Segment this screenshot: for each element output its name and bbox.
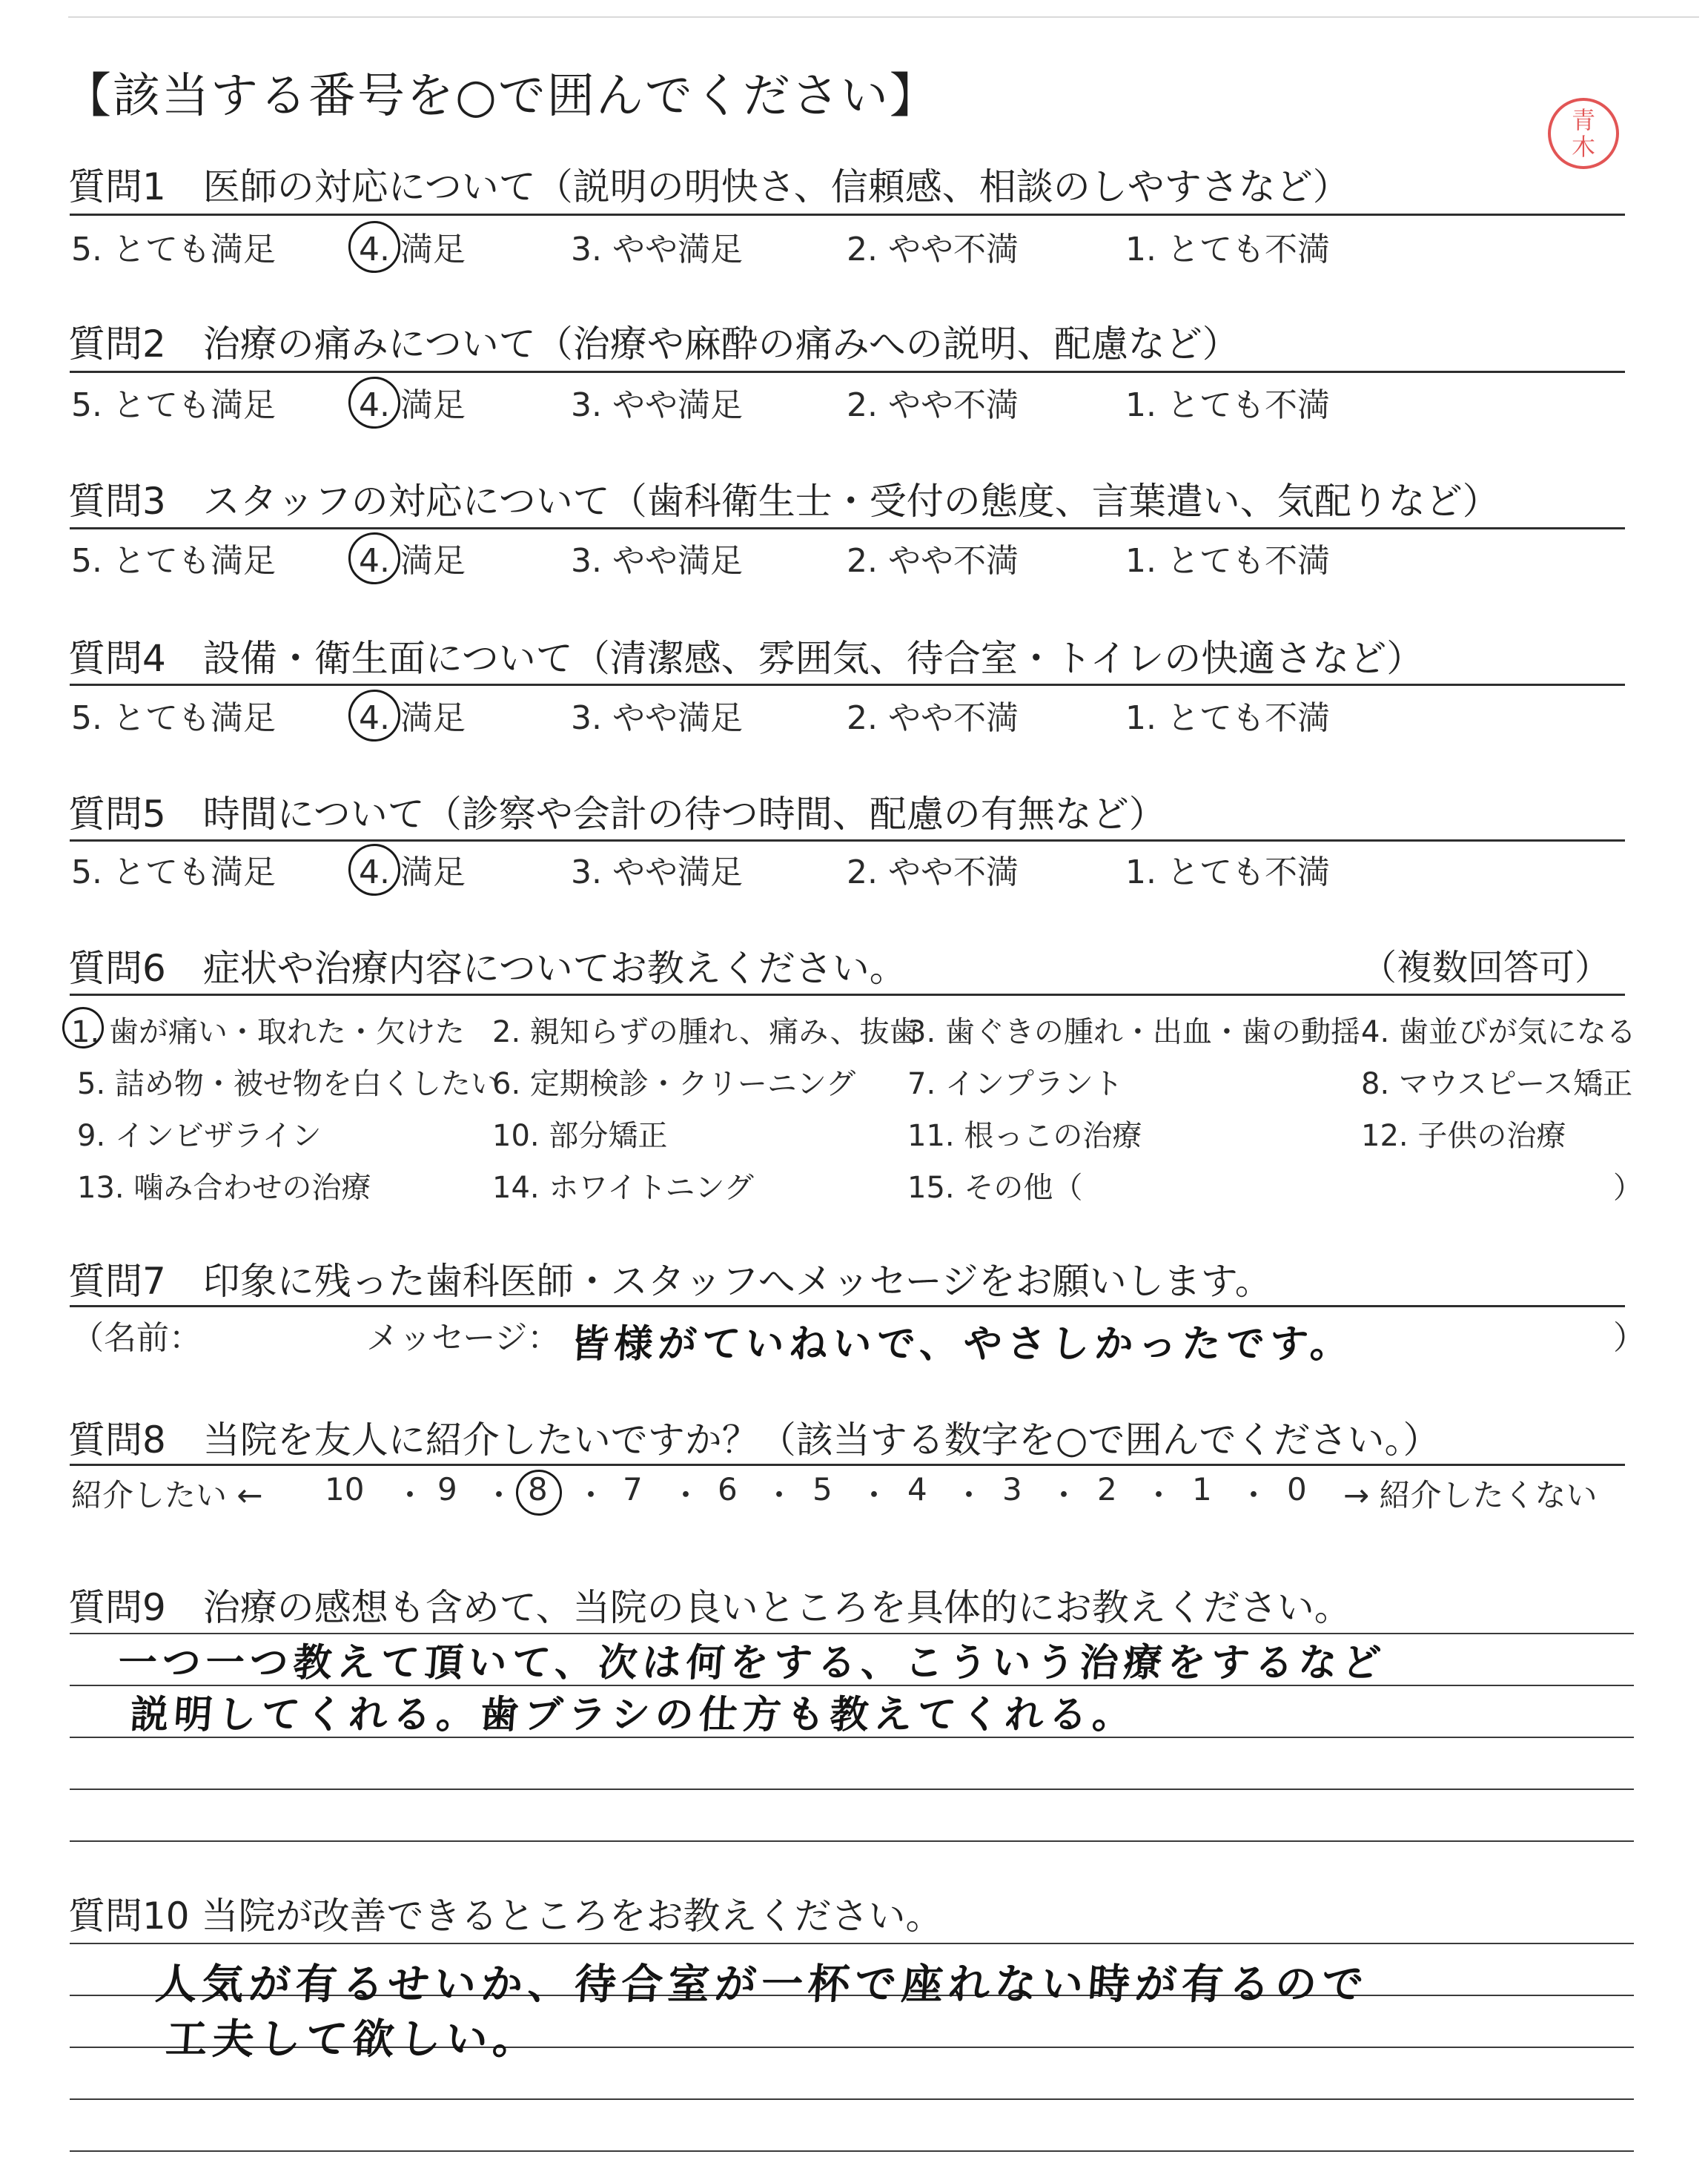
question-heading: 質問10 当院が改善できるところをお教えください。 — [68, 1895, 943, 1938]
option-2[interactable]: 2. やや不満 — [847, 853, 1019, 891]
question-rule — [70, 839, 1625, 842]
scale-value[interactable]: 9 — [437, 1471, 457, 1507]
option-3[interactable]: 3. やや満足 — [571, 386, 743, 424]
stamp-char-1: 青 — [1571, 106, 1595, 134]
question-heading: 質問6 症状や治療内容についてお教えください。 — [68, 947, 907, 990]
scale-dot: ・ — [394, 1477, 426, 1513]
question-heading: 質問1 医師の対応について（説明の明快さ、信頼感、相談のしやすさなど） — [68, 165, 1350, 208]
scale-value[interactable]: 10 — [325, 1471, 365, 1507]
option-4[interactable]: 4. 満足 — [359, 699, 466, 737]
question-heading: 質問4 設備・衛生面について（清潔感、雰囲気、待合室・トイレの快適さなど） — [68, 637, 1424, 680]
handwritten-answer-line: 一つ一つ教えて頂いて、次は何をする、こういう治療をするなど — [116, 1641, 1388, 1685]
name-label: （名前： — [71, 1319, 202, 1357]
option-4[interactable]: 4. 満足 — [359, 542, 466, 580]
message-label: メッセージ： — [366, 1319, 560, 1357]
scale-dot: ・ — [483, 1477, 515, 1513]
scale-value[interactable]: 0 — [1287, 1471, 1307, 1507]
option-3[interactable]: 3. やや満足 — [571, 853, 743, 891]
question-heading: 質問5 時間について（診察や会計の待つ時間、配慮の有無など） — [68, 793, 1166, 836]
selection-circle — [513, 1467, 565, 1519]
question-heading: 質問9 治療の感想も含めて、当院の良いところを具体的にお教えください。 — [68, 1586, 1351, 1629]
treatment-item[interactable]: 2. 親知らずの腫れ、痛み、抜歯 — [492, 1015, 919, 1049]
question-heading: 質問8 当院を友人に紹介したいですか？（該当する数字を○で囲んでください。） — [68, 1418, 1440, 1462]
scale-value[interactable]: 8 — [528, 1471, 548, 1507]
treatment-item[interactable]: 14. ホワイトニング — [492, 1171, 754, 1205]
treatment-item[interactable]: 5. 詰め物・被せ物を白くしたい — [77, 1067, 500, 1101]
answer-line — [70, 1943, 1634, 1944]
form-title: 【該当する番号を○で囲んでください】 — [64, 69, 939, 124]
treatment-item[interactable]: 6. 定期検診・クリーニング — [492, 1067, 856, 1101]
message-close-paren: ） — [1613, 1319, 1646, 1357]
question-rule — [70, 994, 1625, 996]
multiple-answers-note: （複数回答可） — [1361, 947, 1611, 988]
answer-line — [70, 1840, 1634, 1842]
scale-value[interactable]: 4 — [907, 1471, 927, 1507]
option-2[interactable]: 2. やや不満 — [847, 231, 1019, 268]
option-5[interactable]: 5. とても満足 — [71, 699, 276, 737]
hanko-stamp — [1548, 98, 1619, 169]
question-heading: 質問3 スタッフの対応について（歯科衛生士・受付の態度、言葉遣い、気配りなど） — [68, 480, 1500, 523]
scale-value[interactable]: 7 — [623, 1471, 643, 1507]
answer-line — [70, 2150, 1634, 2152]
question-rule — [70, 371, 1625, 373]
option-1[interactable]: 1. とても不満 — [1125, 699, 1330, 737]
handwritten-answer-line: 工夫して欲しい。 — [164, 2015, 541, 2064]
question-rule — [70, 1464, 1625, 1466]
option-5[interactable]: 5. とても満足 — [71, 542, 276, 580]
scale-dot: ・ — [575, 1477, 607, 1513]
option-3[interactable]: 3. やや満足 — [571, 542, 743, 580]
treatment-item[interactable]: 1. 歯が痛い・取れた・欠けた — [71, 1015, 465, 1049]
treatment-item[interactable]: 11. 根っこの治療 — [907, 1119, 1142, 1153]
scale-dot: ・ — [858, 1477, 890, 1513]
scale-dot: ・ — [670, 1477, 702, 1513]
scale-value[interactable]: 2 — [1097, 1471, 1117, 1507]
treatment-item[interactable]: 7. インプラント — [907, 1067, 1123, 1101]
handwritten-message: 皆様がていねいで、やさしかったです。 — [569, 1322, 1356, 1367]
top-border — [68, 16, 1699, 18]
option-4[interactable]: 4. 満足 — [359, 853, 466, 891]
option-2[interactable]: 2. やや不満 — [847, 699, 1019, 737]
option-3[interactable]: 3. やや満足 — [571, 231, 743, 268]
option-3[interactable]: 3. やや満足 — [571, 699, 743, 737]
treatment-item[interactable]: 15. その他（ — [907, 1171, 1083, 1205]
handwritten-answer-line: 説明してくれる。歯ブラシの仕方も教えてくれる。 — [128, 1693, 1138, 1737]
scale-dot: ・ — [1143, 1477, 1175, 1513]
option-5[interactable]: 5. とても満足 — [71, 231, 276, 268]
scale-value[interactable]: 6 — [718, 1471, 738, 1507]
option-1[interactable]: 1. とても不満 — [1125, 542, 1330, 580]
treatment-item[interactable]: 10. 部分矯正 — [492, 1119, 668, 1153]
other-close-paren: ） — [1613, 1171, 1643, 1205]
option-4[interactable]: 4. 満足 — [359, 386, 466, 424]
treatment-item[interactable]: 13. 噛み合わせの治療 — [77, 1171, 371, 1205]
option-5[interactable]: 5. とても満足 — [71, 386, 276, 424]
treatment-item[interactable]: 12. 子供の治療 — [1361, 1119, 1566, 1153]
question-heading: 質問2 治療の痛みについて（治療や麻酔の痛みへの説明、配慮など） — [68, 323, 1239, 366]
question-rule — [70, 214, 1625, 216]
answer-line — [70, 1789, 1634, 1790]
scale-value[interactable]: 3 — [1002, 1471, 1022, 1507]
stamp-char-2: 木 — [1571, 133, 1595, 161]
recommend-left-label: 紹介したい ← — [71, 1477, 263, 1513]
scale-dot: ・ — [953, 1477, 985, 1513]
handwritten-answer-line: 人気が有るせいか、待合室が一杯で座れない時が有るので — [153, 1961, 1371, 2009]
option-1[interactable]: 1. とても不満 — [1125, 853, 1330, 891]
option-2[interactable]: 2. やや不満 — [847, 386, 1019, 424]
treatment-item[interactable]: 9. インビザライン — [77, 1119, 322, 1153]
question-rule — [70, 1305, 1625, 1307]
question-heading: 質問7 印象に残った歯科医師・スタッフへメッセージをお願いします。 — [68, 1260, 1272, 1303]
scale-value[interactable]: 5 — [812, 1471, 833, 1507]
question-rule — [70, 527, 1625, 529]
scale-dot: ・ — [1048, 1477, 1080, 1513]
option-1[interactable]: 1. とても不満 — [1125, 231, 1330, 268]
scale-value[interactable]: 1 — [1192, 1471, 1212, 1507]
option-1[interactable]: 1. とても不満 — [1125, 386, 1330, 424]
scale-dot: ・ — [1238, 1477, 1270, 1513]
option-5[interactable]: 5. とても満足 — [71, 853, 276, 891]
option-2[interactable]: 2. やや不満 — [847, 542, 1019, 580]
answer-line — [70, 2098, 1634, 2100]
treatment-item[interactable]: 4. 歯並びが気になる — [1361, 1015, 1636, 1049]
question-rule — [70, 684, 1625, 686]
treatment-item[interactable]: 8. マウスピース矯正 — [1361, 1067, 1633, 1101]
recommend-right-label: → 紹介したくない — [1343, 1477, 1598, 1513]
scale-dot: ・ — [764, 1477, 795, 1513]
treatment-item[interactable]: 3. 歯ぐきの腫れ・出血・歯の動揺 — [907, 1015, 1360, 1049]
option-4[interactable]: 4. 満足 — [359, 231, 466, 268]
